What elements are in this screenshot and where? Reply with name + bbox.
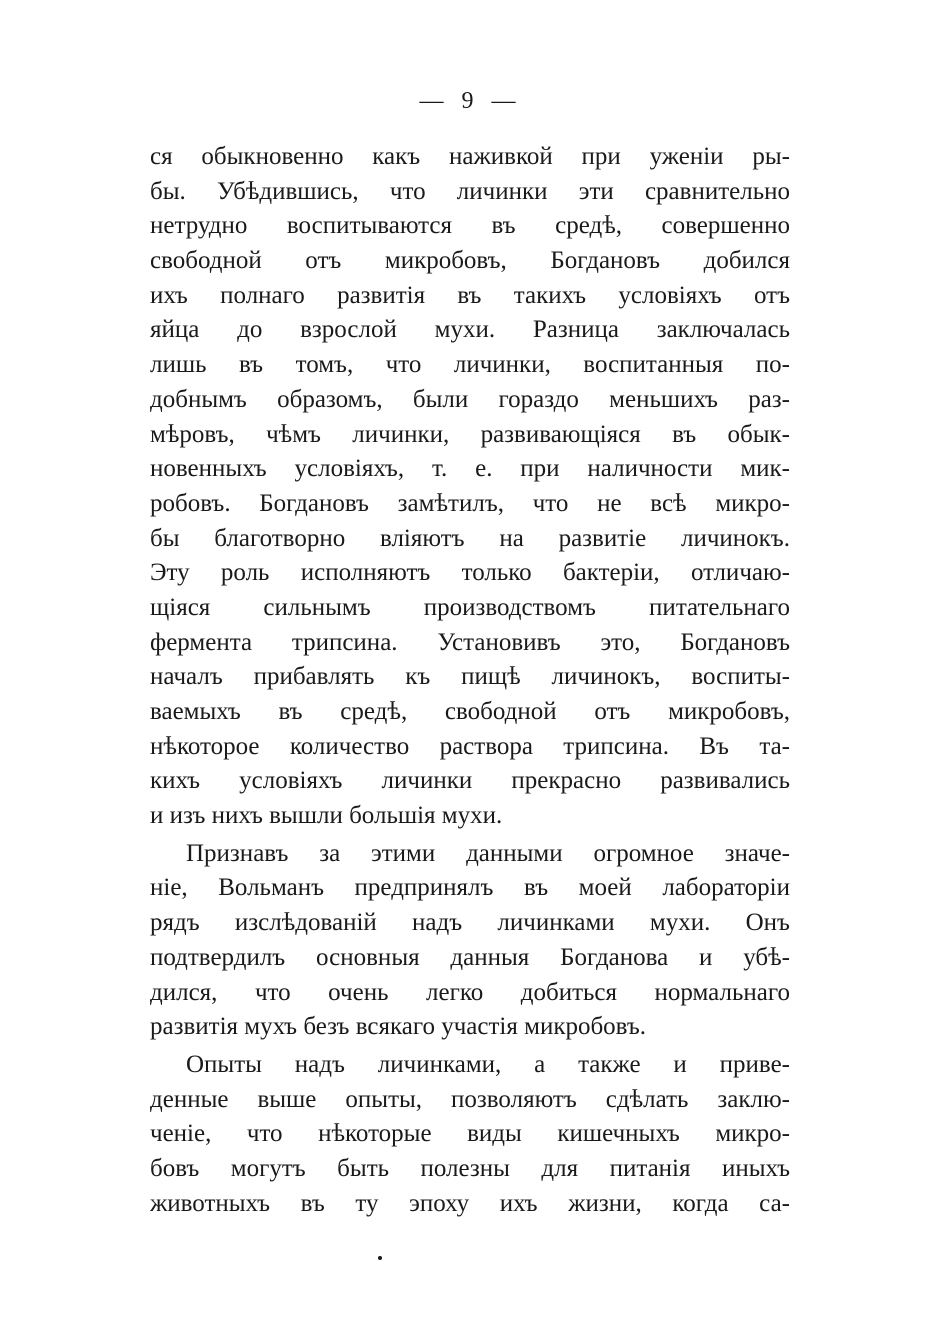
text-line: ваемыхъ въ средѣ, свободной отъ микробовъ, (150, 698, 790, 725)
text-line: бы благотворно вліяютъ на развитіе личинокъ. (150, 524, 790, 552)
text-line: ченіе, что нѣкоторые виды кишечныхъ микро- (150, 1120, 790, 1148)
text-line: развитія мухъ безъ всякаго участія микробовъ. (150, 1013, 647, 1041)
text-line: бы. Убѣдившись, что личинки эти сравнительно (150, 177, 790, 205)
text-line: Эту роль исполняютъ только бактеріи, отличаю- (150, 559, 790, 587)
text-line: фермента трипсина. Установивъ это, Богдановъ (150, 628, 790, 656)
body-text (150, 140, 790, 1221)
text-line: робовъ. Богдановъ замѣтилъ, что не всѣ микро- (150, 489, 790, 517)
header-dash-right: — (491, 88, 517, 114)
text-line: ніе, Вольманъ предпринялъ въ моей лабораторіи (150, 874, 790, 902)
text-line: ся обыкновенно какъ наживкой при уженіи ры- (150, 143, 790, 170)
print-mark-dot (378, 1256, 382, 1260)
text-line: началъ прибавлять къ пищѣ личинокъ, воспиты- (150, 663, 790, 691)
text-line: добнымъ образомъ, были гораздо меньшихъ раз- (150, 385, 790, 413)
text-line: Признавъ за этими данными огромное значе- (186, 839, 790, 867)
text-line: нѣкоторое количество раствора трипсина. Въ та- (150, 732, 790, 760)
text-line: мѣровъ, чѣмъ личинки, развивающіяся въ обык- (150, 420, 790, 448)
paragraph-1 (150, 140, 790, 834)
text-line: дился, что очень легко добиться нормальнаго (150, 978, 790, 1006)
text-line: подтвердилъ основныя данныя Богданова и убѣ- (150, 943, 790, 971)
text-line: нетрудно воспитываются въ средѣ, совершенно (150, 212, 790, 240)
text-line: рядъ изслѣдованій надъ личинками мухи. Онъ (150, 909, 790, 937)
paragraph-3 (150, 1048, 790, 1221)
text-line: Опыты надъ личинками, а также и приве- (186, 1050, 790, 1078)
page-header (0, 86, 936, 116)
text-line: ихъ полнаго развитія въ такихъ условіяхъ отъ (150, 281, 790, 309)
text-line: щіяся сильнымъ производствомъ питательнаго (150, 593, 790, 621)
text-line: животныхъ въ ту эпоху ихъ жизни, когда са- (150, 1189, 790, 1217)
text-line: кихъ условіяхъ личинки прекрасно развивались (150, 767, 790, 795)
text-line: бовъ могутъ быть полезны для питанія иныхъ (150, 1154, 790, 1182)
text-line: свободной отъ микробовъ, Богдановъ добился (150, 247, 790, 275)
text-line: новенныхъ условіяхъ, т. е. при наличности мик- (150, 455, 790, 483)
paragraph-2 (150, 837, 790, 1045)
text-line: и изъ нихъ вышли большія мухи. (150, 802, 503, 830)
text-line: денные выше опыты, позволяютъ сдѣлать заклю- (150, 1085, 790, 1113)
text-line: лишь въ томъ, что личинки, воспитанныя по- (150, 351, 790, 379)
header-dash-left: — (419, 88, 445, 114)
page-number: 9 (461, 88, 475, 114)
text-line: яйца до взрослой мухи. Разница заключалась (150, 316, 790, 344)
